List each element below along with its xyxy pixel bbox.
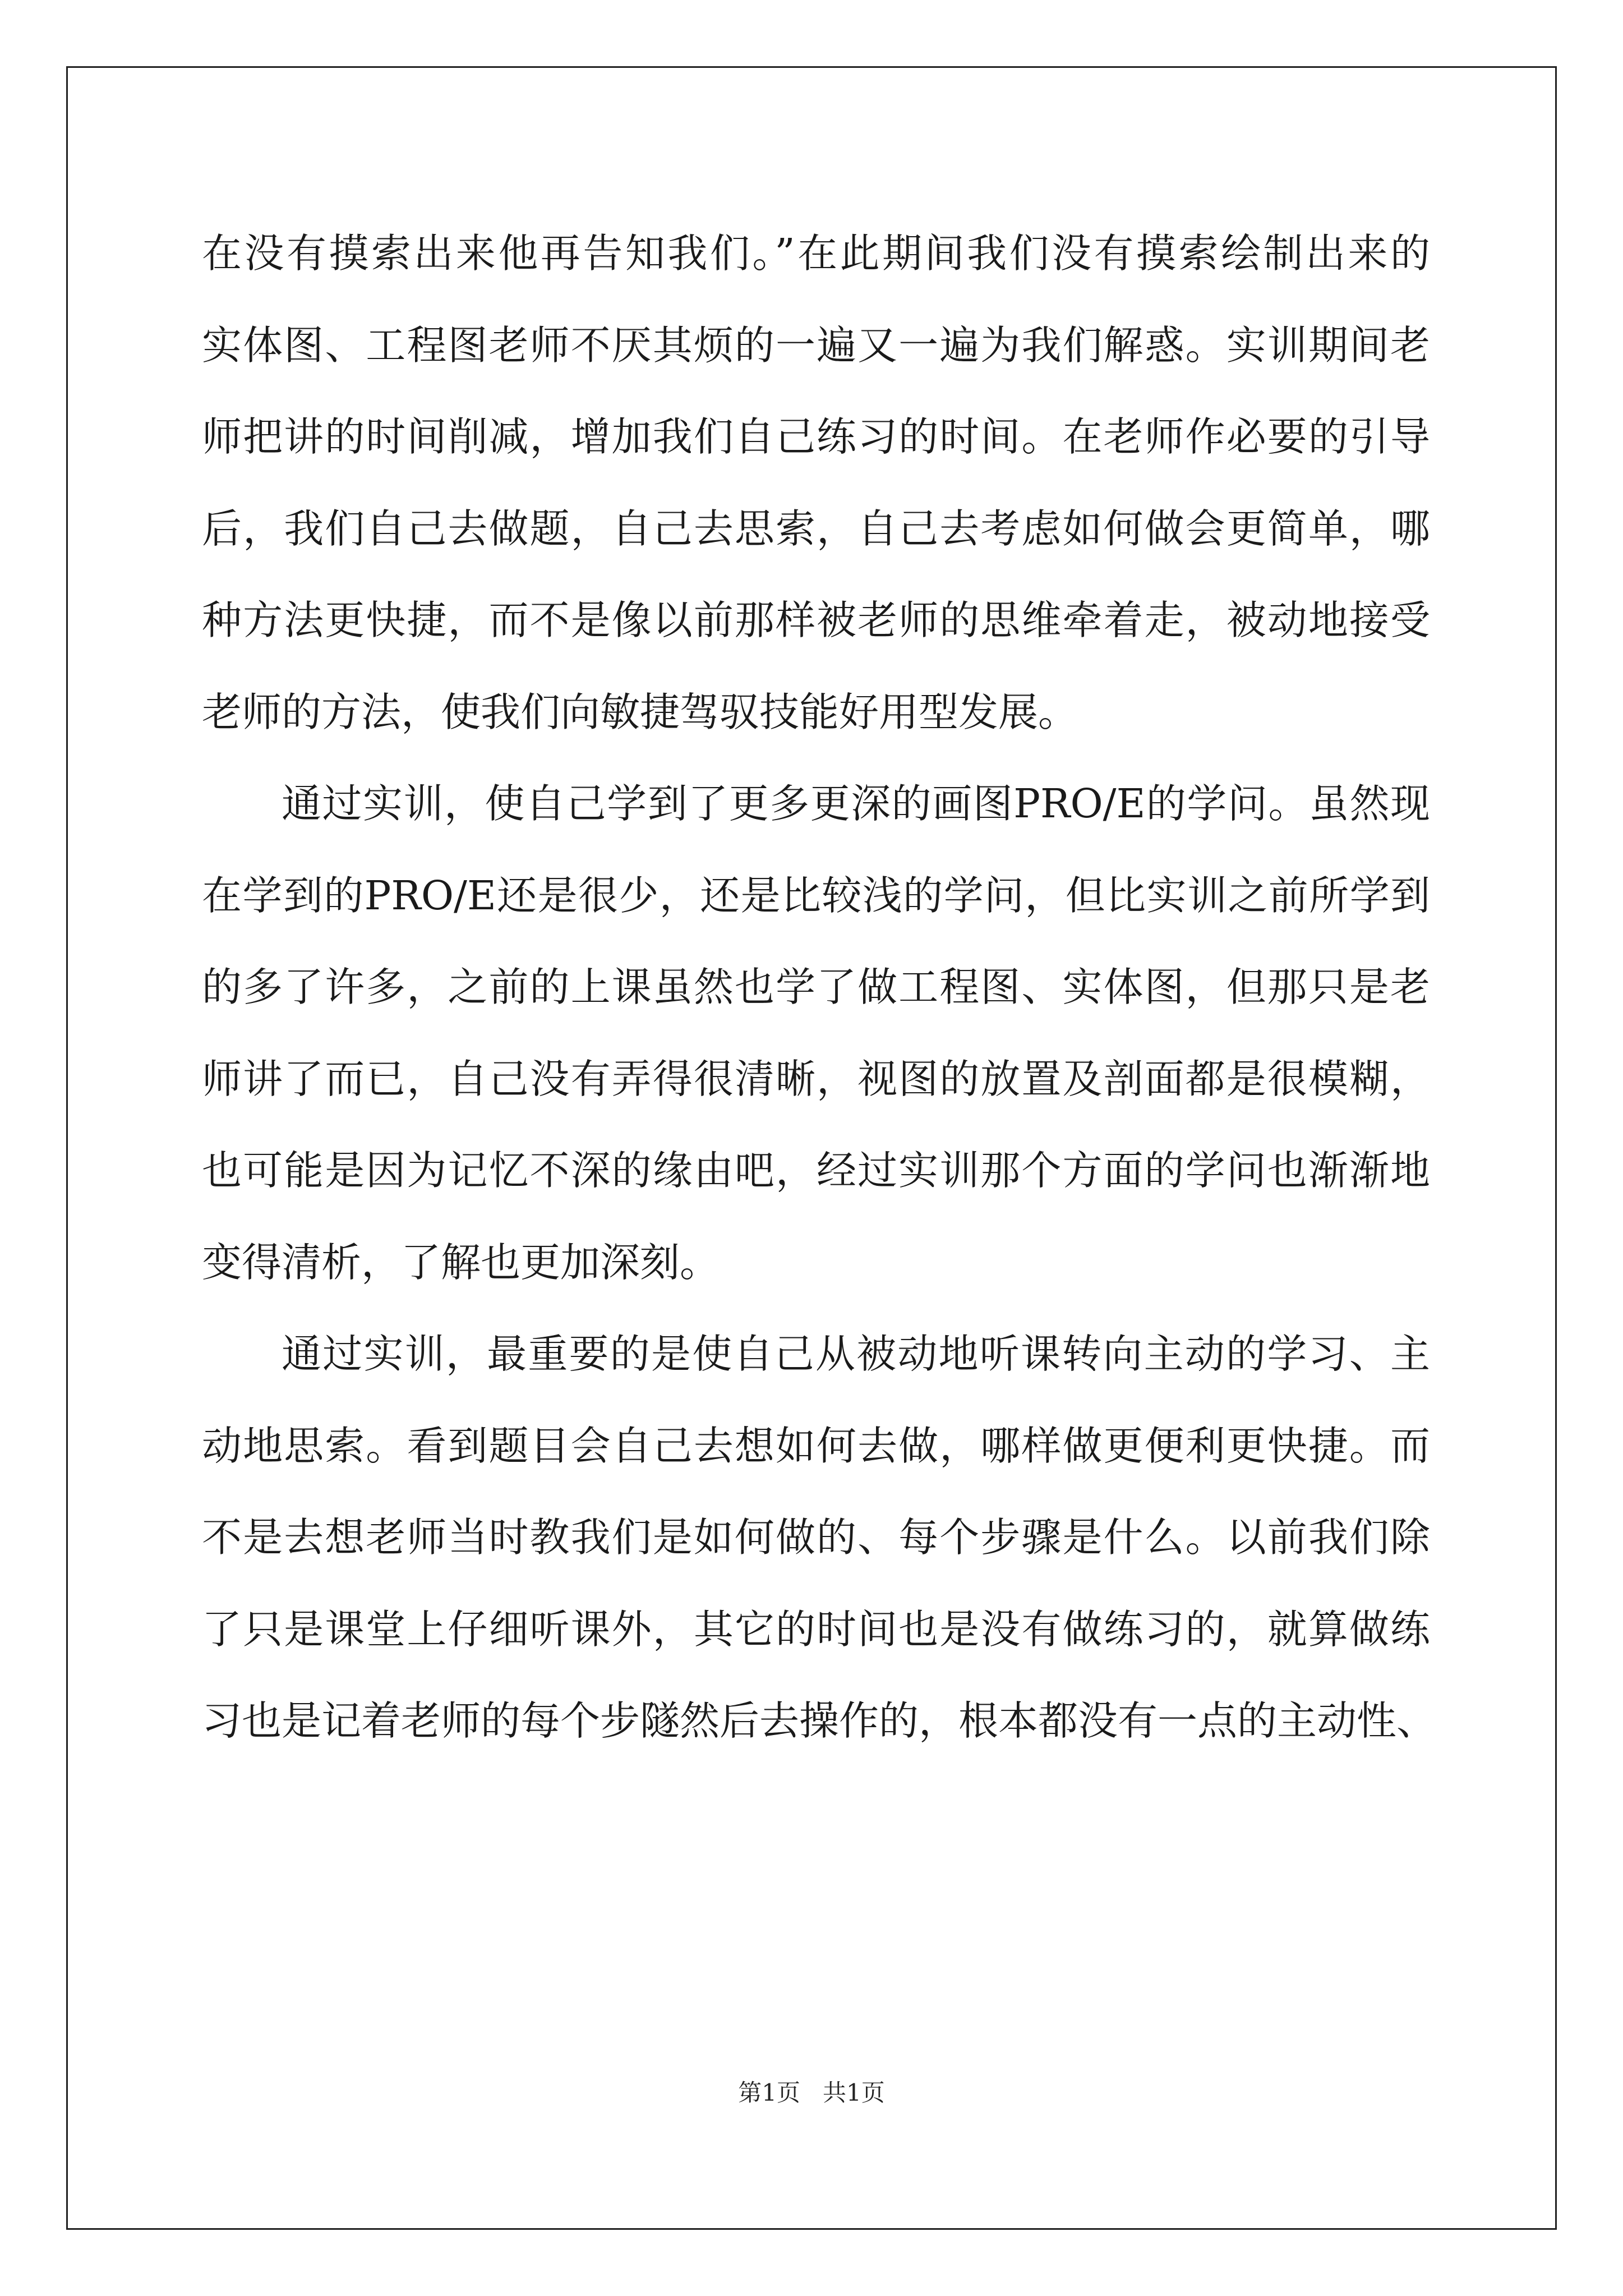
text-line: 的多了许多，之前的上课虽然也学了做工程图、实体图，但那只是老	[202, 964, 1430, 1010]
text-line: 也可能是因为记忆不深的缘由吧，经过实训那个方面的学问也渐渐地	[202, 1147, 1430, 1194]
text-line: 习也是记着老师的每个步隧然后去操作的，根本都没有一点的主动性、	[202, 1697, 1437, 1744]
text-line: 通过实训，最重要的是使自己从被动地听课转向主动的学习、主	[282, 1331, 1430, 1377]
text-line: 后，我们自己去做题，自己去思索，自己去考虑如何做会更简单，哪	[202, 505, 1430, 552]
text-line: 在没有摸索出来他再告知我们。”在此期间我们没有摸索绘制出来的	[202, 230, 1430, 277]
document-body	[202, 208, 1437, 1767]
text-line: 师把讲的时间削减，增加我们自己练习的时间。在老师作必要的引导	[202, 413, 1430, 460]
text-line: 变得清析，了解也更加深刻。	[202, 1239, 720, 1286]
text-line: 实体图、工程图老师不厌其烦的一遍又一遍为我们解惑。实训期间老	[202, 321, 1430, 369]
text-line: 了只是课堂上仔细听课外，其它的时间也是没有做练习的，就算做练	[202, 1605, 1430, 1653]
text-line: 在学到的PRO/E还是很少，还是比较浅的学问，但比实训之前所学到	[202, 872, 1430, 919]
text-line: 老师的方法，使我们向敏捷驾驭技能好用型发展。	[202, 688, 1078, 735]
text-line: 种方法更快捷，而不是像以前那样被老师的思维牵着走，被动地接受	[202, 597, 1430, 643]
text-line: 不是去想老师当时教我们是如何做的、每个步骤是什么。以前我们除	[202, 1514, 1430, 1561]
page-number-footer: 第1页 共1页	[738, 2079, 885, 2106]
text-line: 动地思索。看到题目会自己去想如何去做，哪样做更便利更快捷。而	[202, 1422, 1430, 1469]
text-line: 师讲了而已，自己没有弄得很清晰，视图的放置及剖面都是很模糊，	[202, 1055, 1430, 1102]
text-line: 通过实训，使自己学到了更多更深的画图PRO/E的学问。虽然现	[282, 780, 1430, 827]
